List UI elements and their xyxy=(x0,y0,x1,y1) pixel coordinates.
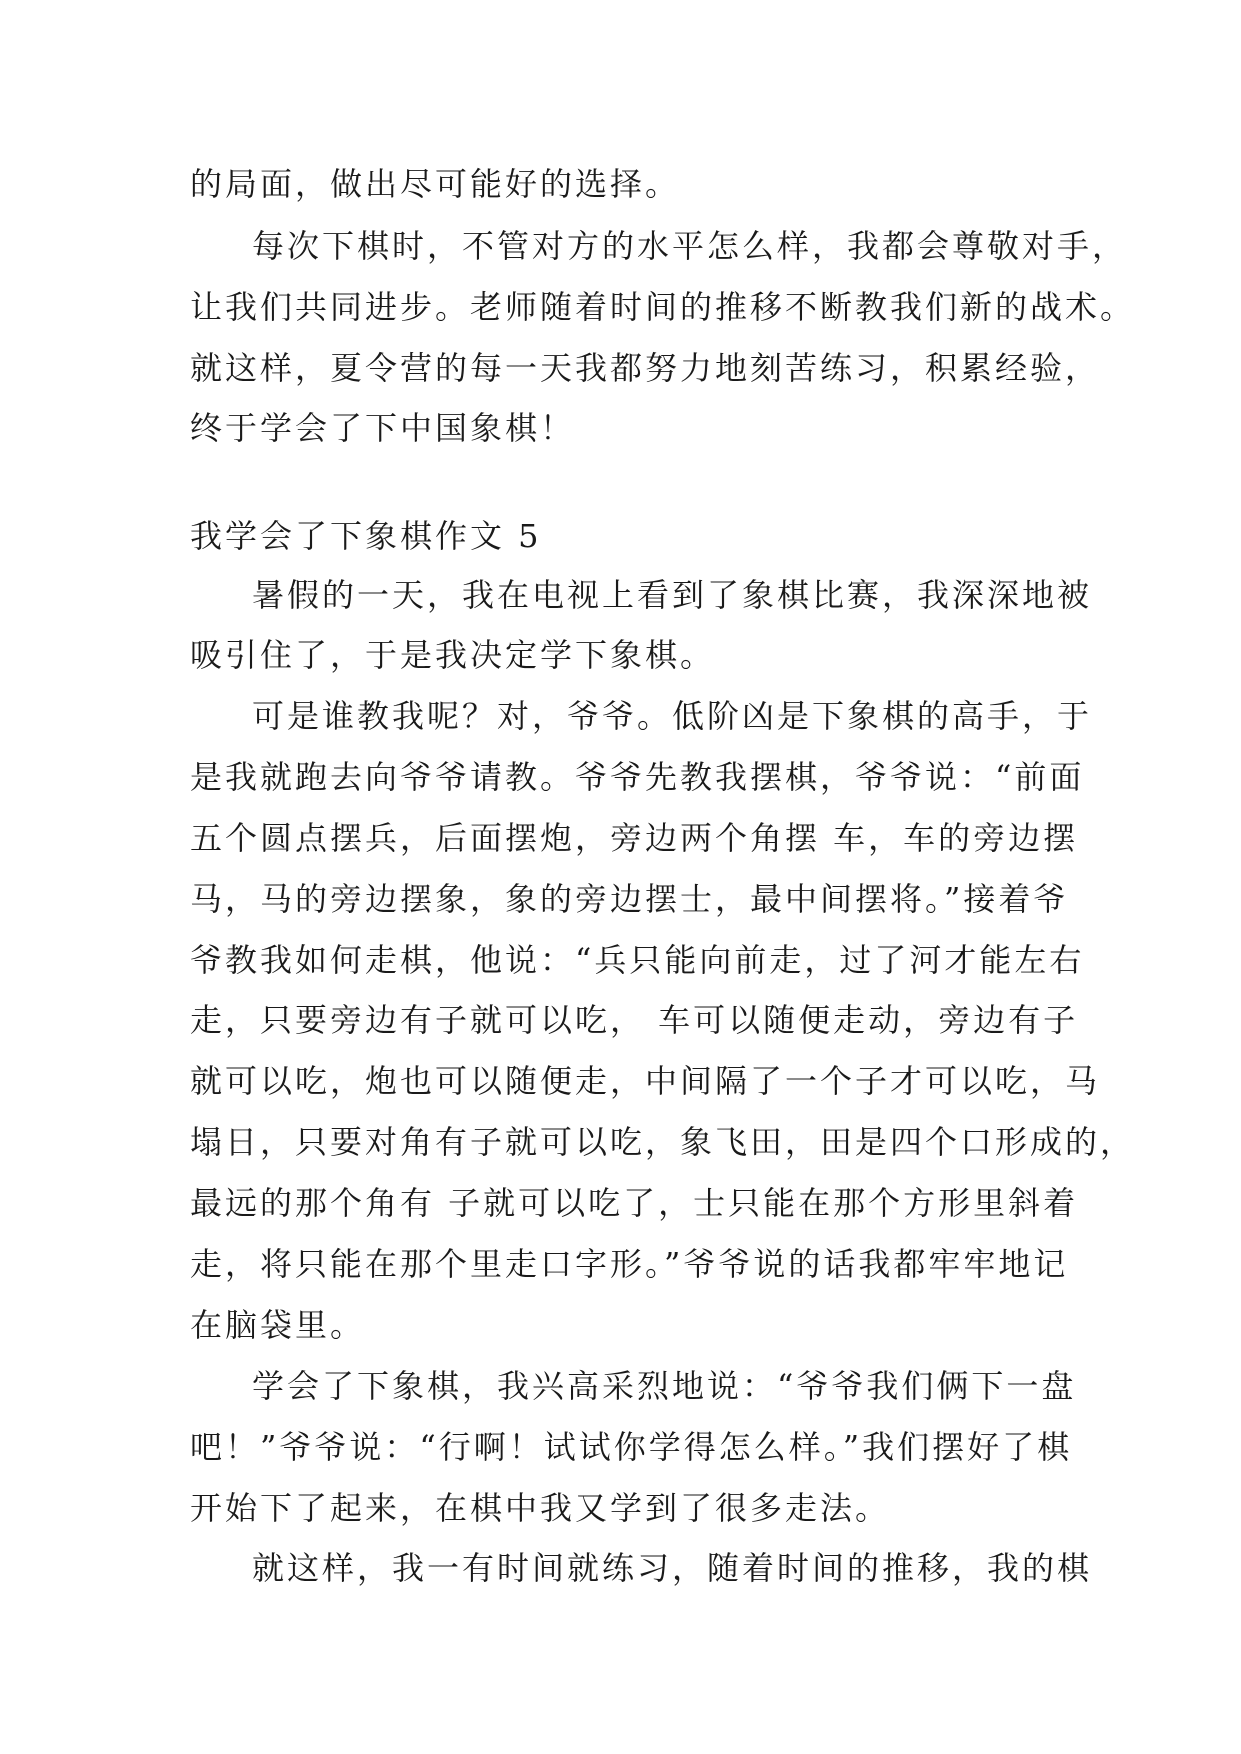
paragraph-line: 爷教我如何走棋，他说：“兵只能向前走，过了河才能左右 xyxy=(190,941,1085,979)
paragraph-line: 走，只要旁边有子就可以吃， 车可以随便走动，旁边有子 xyxy=(190,1001,1079,1039)
section-heading: 我学会了下象棋作文 5 xyxy=(190,517,542,555)
paragraph-line: 可是谁教我呢？对，爷爷。低阶凶是下象棋的高手，于 xyxy=(252,697,1093,735)
paragraph-line: 五个圆点摆兵，后面摆炮，旁边两个角摆 车，车的旁边摆 xyxy=(190,819,1079,857)
paragraph-line: 是我就跑去向爷爷请教。爷爷先教我摆棋，爷爷说：“前面 xyxy=(190,758,1085,796)
paragraph-line: 就这样，夏令营的每一天我都努力地刻苦练习，积累经验， xyxy=(190,349,1101,387)
paragraph-line: 走，将只能在那个里走口字形。”爷爷说的话我都牢牢地记 xyxy=(190,1245,1069,1283)
paragraph-line: 暑假的一天，我在电视上看到了象棋比赛，我深深地被 xyxy=(252,576,1093,614)
paragraph-line: 塌日，只要对角有子就可以吃，象飞田，田是四个口形成的， xyxy=(190,1123,1136,1161)
paragraph-line: 就这样，我一有时间就练习，随着时间的推移，我的棋 xyxy=(252,1549,1093,1587)
paragraph-line: 开始下了起来，在棋中我又学到了很多走法。 xyxy=(190,1489,891,1527)
paragraph-line: 吸引住了，于是我决定学下象棋。 xyxy=(190,636,716,674)
paragraph-line: 马，马的旁边摆象，象的旁边摆士，最中间摆将。”接着爷 xyxy=(190,880,1069,918)
paragraph-line: 在脑袋里。 xyxy=(190,1306,366,1344)
paragraph-line: 每次下棋时，不管对方的水平怎么样，我都会尊敬对手， xyxy=(252,227,1128,265)
paragraph-line: 就可以吃，炮也可以随便走，中间隔了一个子才可以吃，马 xyxy=(190,1062,1101,1100)
paragraph-line: 终于学会了下中国象棋！ xyxy=(190,409,576,447)
paragraph-line: 吧！”爷爷说：“行啊！试试你学得怎么样。”我们摆好了棋 xyxy=(190,1428,1073,1466)
paragraph-line: 让我们共同进步。老师随着时间的推移不断教我们新的战术。 xyxy=(190,288,1136,326)
paragraph-line: 最远的那个角有 子就可以吃了，士只能在那个方形里斜着 xyxy=(190,1184,1079,1222)
paragraph-line: 学会了下象棋，我兴高采烈地说：“爷爷我们俩下一盘 xyxy=(252,1367,1077,1405)
paragraph-line: 的局面，做出尽可能好的选择。 xyxy=(190,165,681,203)
